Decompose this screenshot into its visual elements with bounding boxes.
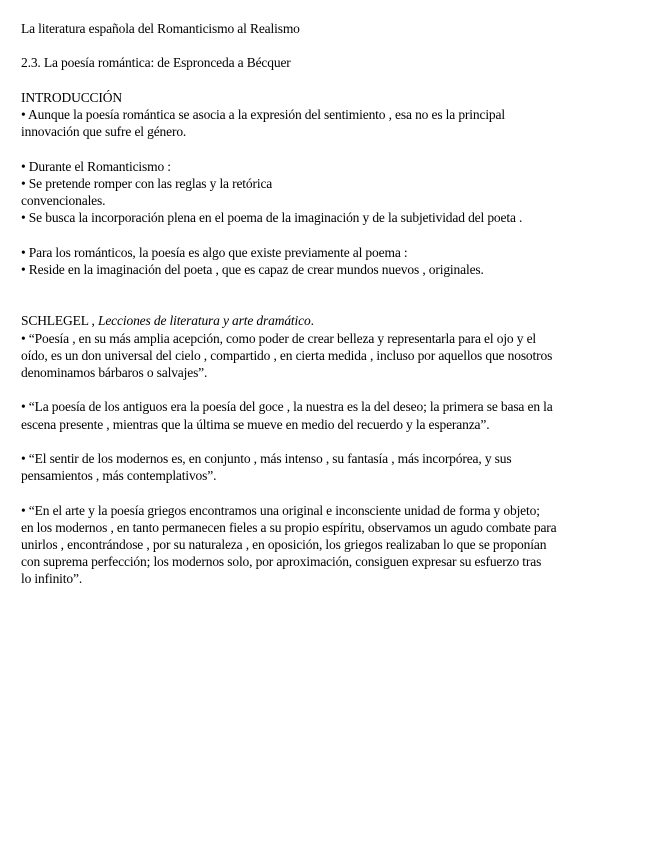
spacer [21,140,633,157]
spacer [21,381,633,398]
spacer [21,433,633,450]
intro-heading: INTRODUCCIÓN [21,89,122,105]
spacer [21,295,633,312]
spacer [21,72,633,89]
intro-bullet-2-line-1: • Se pretende romper con las reglas y la retórica [21,175,273,191]
spacer [21,278,633,295]
quote-4-line-2: en los modernos , en tanto permanecen fieles a su propio espíritu, observamos un agudo combate para [21,519,557,535]
document-page [21,20,633,588]
for-romantics-heading: • Para los románticos, la poesía es algo que existe previamente al poema : [21,244,408,260]
quote-1-line-2: oído, es un don universal del cielo , compartido , en cierta medida , incluso por aquellos que nosotros [21,347,553,363]
intro-bullet-4: • Reside en la imaginación del poeta , que es capaz de crear mundos nuevos , originales. [21,261,484,277]
during-romanticism-heading: • Durante el Romanticismo : [21,158,171,174]
quote-4-line-1: • “En el arte y la poesía griegos encontramos una original e inconsciente unidad de forma y objeto; [21,502,540,518]
intro-bullet-1-line-1: • Aunque la poesía romántica se asocia a la expresión del sentimiento , esa no es la principal [21,106,505,122]
quote-4-line-4: con suprema perfección; los modernos solo, por aproximación, consiguen expresar su esfuerzo tras [21,554,542,570]
section-title: 2.3. La poesía romántica: de Espronceda a Bécquer [21,55,291,71]
intro-bullet-2-line-2: convencionales. [21,192,106,208]
book-title: La literatura española del Romanticismo al Realismo [21,21,300,36]
author-name: SCHLEGEL , [21,313,95,329]
quote-3-line-1: • “El sentir de los modernos es, en conjunto , más intenso , su fantasía , más incorpórea, y sus [21,450,512,466]
intro-bullet-1-line-2: innovación que sufre el género. [21,124,187,140]
quote-2-line-2: escena presente , mientras que la última se mueve en medio del recuerdo y la esperanza”. [21,416,490,432]
spacer [21,226,633,243]
schlegel-citation [21,312,633,329]
spacer [21,37,633,54]
spacer [21,484,633,501]
quote-2-line-1: • “La poesía de los antiguos era la poesía del goce , la nuestra es la del deseo; la primera se basa en la [21,399,553,415]
intro-bullet-3: • Se busca la incorporación plena en el poema de la imaginación y de la subjetividad del poeta . [21,210,523,226]
quote-4-line-5: lo infinito”. [21,571,83,587]
work-title: Lecciones de literatura y arte dramático [97,313,311,329]
quote-3-line-2: pensamientos , más contemplativos”. [21,468,217,484]
work-title-period: . [310,313,314,329]
quote-4-line-3: unirlos , encontrándose , por su naturaleza , en oposición, los griegos realizaban lo que se proponían [21,536,547,552]
quote-1-line-3: denominamos bárbaros o salvajes”. [21,364,208,380]
quote-1-line-1: • “Poesía , en su más amplia acepción, como poder de crear belleza y representarla para el ojo y el [21,330,537,346]
